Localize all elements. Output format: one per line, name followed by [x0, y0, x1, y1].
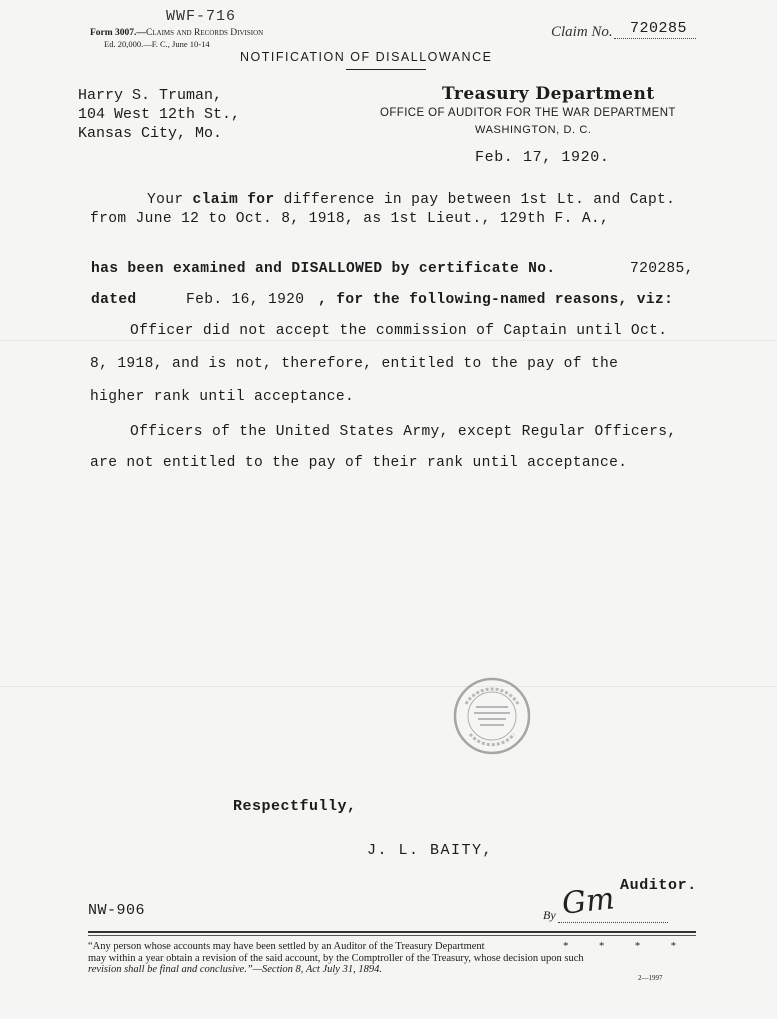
reason-1-line-3: higher rank until acceptance.	[90, 389, 355, 405]
recipient-address: Harry S. Truman, 104 West 12th St., Kansas City, Mo.	[78, 87, 241, 142]
signer-name: J. L. BAITY,	[367, 842, 494, 859]
handwritten-initials: Gm	[560, 881, 617, 922]
reason-1-line-2: 8, 1918, and is not, therefore, entitled to the pay of the	[90, 356, 619, 372]
form-number	[90, 28, 263, 38]
office-name: OFFICE OF AUDITOR FOR THE WAR DEPARTMENT	[380, 107, 676, 119]
file-reference: NW-906	[88, 902, 146, 919]
footnote-line-2: may within a year obtain a revision of the said account, by the Comptroller of the Treasury, whose decision upon such	[88, 952, 584, 964]
statute-footnote	[88, 941, 700, 976]
claim-description: difference in pay between 1st Lt. and Capt.	[274, 192, 676, 208]
claim-line-1	[147, 192, 675, 208]
footnote-ellipsis-stars: * * * *	[563, 941, 690, 952]
closing-respectfully: Respectfully,	[233, 798, 357, 815]
department-name: Treasury Department	[442, 84, 655, 104]
letter-date: Feb. 17, 1920.	[475, 149, 610, 166]
signature-dotted-line	[558, 922, 668, 923]
dated-value: Feb. 16, 1920	[186, 292, 305, 308]
claim-label: Claim No.	[551, 24, 613, 40]
reasons-label: , for the following-named reasons, viz:	[318, 292, 674, 308]
dated-label: dated	[91, 292, 137, 308]
footnote-line-1: “Any person whose accounts may have been settled by an Auditor of the Treasury Department	[88, 941, 485, 952]
form-number-bold: Form 3007.—	[90, 28, 146, 38]
footnote-citation: revision shall be final and conclusive.”—Section 8, Act July 31, 1894.	[88, 964, 382, 975]
certificate-number: 720285,	[630, 261, 694, 277]
form-division: Claims and Records Division	[145, 28, 264, 38]
reason-2-line-2: are not entitled to the pay of their rank until acceptance.	[90, 455, 628, 471]
wwf-number: WWF-716	[166, 8, 237, 25]
form-edition: Ed. 20,000.—F. C., June 10-14	[104, 39, 210, 49]
signer-title: Auditor.	[620, 877, 697, 894]
archive-stamp	[452, 676, 532, 756]
claim-number: 720285	[630, 20, 688, 37]
footer-rule	[88, 931, 696, 933]
claim-dotted-line	[614, 38, 696, 39]
footer-rule	[88, 935, 696, 936]
office-location: WASHINGTON, D. C.	[475, 124, 592, 136]
form-code: 2—1997	[638, 974, 663, 982]
claim-for-text: claim for	[192, 192, 275, 208]
reason-2-line-1: Officers of the United States Army, except Regular Officers,	[130, 424, 677, 440]
by-label: By	[543, 908, 556, 922]
document-title: NOTIFICATION OF DISALLOWANCE	[240, 50, 493, 64]
footnote-line-3	[88, 964, 700, 976]
fold-line	[0, 686, 777, 687]
your-text: Your	[147, 192, 193, 208]
title-underline	[346, 69, 426, 70]
reason-1-line-1: Officer did not accept the commission of Captain until Oct.	[130, 323, 668, 339]
examined-statement: has been examined and DISALLOWED by certificate No.	[91, 261, 556, 277]
claim-line-2: from June 12 to Oct. 8, 1918, as 1st Lieut., 129th F. A.,	[90, 211, 610, 227]
fold-line	[0, 340, 777, 341]
